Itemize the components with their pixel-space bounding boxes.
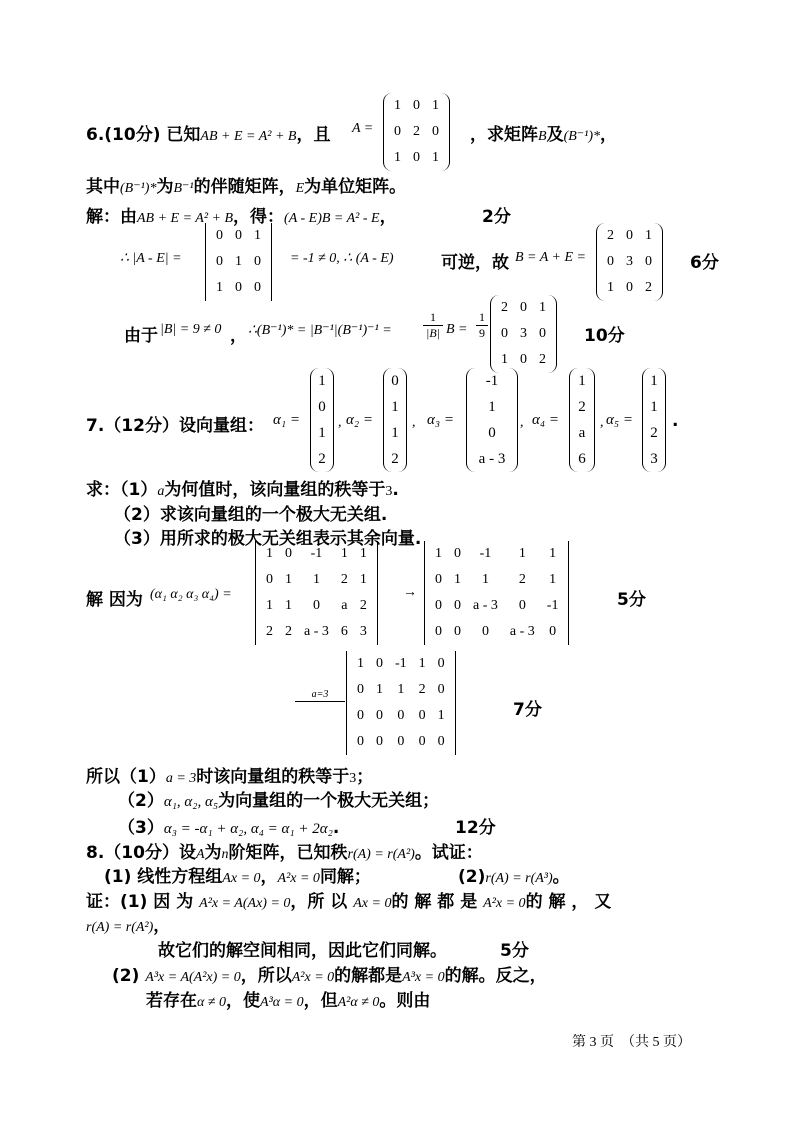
q8-p2-end: 。 [552, 867, 570, 887]
matrix-cell: 3 [626, 254, 633, 269]
so1-end: ； [356, 767, 374, 787]
q7-solution-label: 解 因为 [86, 590, 143, 610]
matrix-cell: 0 [437, 734, 445, 749]
q8-line1 [86, 838, 483, 863]
matrix-row [429, 619, 564, 645]
q8-var-a: A [195, 847, 205, 862]
matrix-cell: 1 [285, 572, 292, 587]
proof1-end: 的 解 ， 又 [525, 892, 612, 912]
so3-equation: α₃ = -α₁ + α₂, α₄ = α₁ + 2α₂ [163, 821, 333, 837]
q8-mid: 阶矩阵，已知秩 [228, 843, 348, 863]
matrix-cell: 1 [394, 98, 401, 113]
proof1-conclusion: 故它们的解空间相同，因此它们同解。 [158, 941, 447, 961]
matrix-cell: 1 [645, 228, 652, 243]
so2-vectors: α₁, α₂, α₅ [163, 794, 219, 810]
q6-comma: ， [600, 125, 618, 145]
matrix-cell: -1 [479, 546, 492, 561]
matrix-row [210, 275, 267, 301]
var-e: E [295, 181, 305, 196]
q6-where: 其中 [86, 177, 120, 197]
alpha2-label: α₂ = [346, 412, 373, 428]
matrix-cell: 0 [435, 598, 442, 613]
matrix-b-2 [490, 295, 557, 373]
q6-sol-eq1: AB + E = A² + B [137, 211, 234, 226]
vector-entry: 0 [488, 425, 496, 441]
q6-adjoint-text: 的伴随矩阵， [193, 177, 296, 197]
q7-ask-label: 求：（1） [86, 480, 158, 500]
proof1-mid2: 的 解 都 是 [391, 892, 478, 912]
matrix-cell: 0 [254, 254, 261, 269]
q6-get: ，得： [233, 207, 285, 227]
q8-rank-eq: r(A) = r(A²) [347, 847, 415, 862]
q7-ask1-end: . [392, 480, 399, 500]
q6-equation: AB + E = A² + B [200, 129, 297, 144]
matrix-cell: 0 [254, 280, 261, 295]
matrix-cell: 6 [340, 624, 348, 639]
matrix-cell: 1 [359, 546, 367, 561]
therefore-eq: ∴(B⁻¹)* = |B⁻¹|(B⁻¹)⁻¹ = [248, 323, 392, 338]
q7-conclusion2 [118, 786, 439, 811]
arrow-2 [295, 690, 345, 702]
matrix-cell: 0 [216, 254, 223, 269]
matrix-cell: 0 [539, 326, 546, 341]
page-number: 第 3 页 [572, 1035, 614, 1050]
matrix-cell: 1 [437, 708, 445, 723]
matrix-cell: 1 [432, 150, 439, 165]
matrix-cell: 0 [376, 708, 383, 723]
matrix-cell: 2 [413, 124, 420, 139]
matrix-cell: -1 [546, 598, 559, 613]
score-6: 6分 [690, 253, 719, 273]
proof3-mid: ，使 [226, 991, 261, 1011]
vector-entry: -1 [485, 373, 499, 389]
vector-entry: 1 [650, 399, 658, 415]
matrix-cell: a - 3 [509, 624, 535, 639]
q6-invertible: 可逆，故 [441, 253, 509, 273]
q8-p1-text: 同解； [319, 867, 371, 887]
vector-entry: 2 [650, 425, 658, 441]
matrix-row [601, 223, 658, 249]
matrix-cell: 1 [539, 300, 546, 315]
proof1-line2-end: ， [153, 916, 171, 936]
matrix-cell: 0 [413, 98, 420, 113]
sep-3: , [520, 415, 524, 430]
so-label: 所以（1） [86, 767, 166, 787]
proof2-end: 的解。反之， [444, 966, 547, 986]
matrix-a [383, 93, 450, 171]
matrix-cell: 1 [285, 598, 292, 613]
matrix-cell: 0 [357, 734, 364, 749]
matrix-row [601, 249, 658, 275]
proof3-eq1: α ≠ 0 [197, 995, 227, 1010]
proof1-eq: A²x = A(Ax) = 0 [199, 896, 291, 911]
matrix-m2 [424, 541, 569, 645]
matrix-cell: 0 [376, 734, 383, 749]
matrix-cell: 1 [266, 598, 273, 613]
so3-label: （3） [118, 818, 164, 838]
matrix-cell: 3 [359, 624, 367, 639]
q7-conclusion3 [118, 813, 339, 838]
q7-ask1 [86, 475, 399, 500]
sep-4: , [600, 415, 604, 430]
q7-period: . [672, 411, 679, 431]
vector-entry: 2 [578, 399, 586, 415]
matrix-cell: 3 [520, 326, 527, 341]
matrix-cell: 0 [454, 624, 461, 639]
frac1-num: 1 [423, 310, 443, 326]
matrix-row [351, 677, 451, 703]
vector-entry: 1 [318, 425, 326, 441]
det-rhs: = -1 ≠ 0, ∴ (A - E) [290, 251, 394, 266]
matrix-cell: 0 [418, 734, 426, 749]
matrix-cell: 0 [437, 682, 445, 697]
matrix-cell: 1 [376, 682, 383, 697]
matrix-cell: a [341, 598, 348, 613]
matrix-row [351, 729, 451, 755]
so3-end: . [332, 818, 340, 838]
score-5: 5分 [617, 590, 646, 610]
matrix-cell: 1 [549, 572, 557, 587]
q8-proof2-line1 [112, 961, 547, 986]
so2-text: 为向量组的一个极大无关组； [218, 791, 440, 811]
proof2-mid2: 的解都是 [334, 966, 403, 986]
q8-suffix: 。试证： [414, 843, 483, 863]
frac2-den: 9 [479, 326, 485, 340]
matrix-row [388, 93, 445, 119]
q6-is: 为 [156, 177, 174, 197]
q8-proof3-line [146, 986, 430, 1011]
matrix-cell: 0 [435, 572, 442, 587]
matrix-cell: 2 [607, 228, 614, 243]
q8-p1-eq2: A²x = 0 [277, 871, 320, 886]
matrix-cell: 0 [520, 352, 527, 367]
vector-entry: a - 3 [478, 451, 506, 467]
q8-p1-eq1: Ax = 0 [222, 871, 261, 886]
proof2-label: (2) [112, 966, 140, 986]
vector-entry: 1 [488, 399, 496, 415]
matrix-row [388, 145, 445, 171]
q8-p1-comma: ， [260, 867, 278, 887]
matrix-row [260, 541, 373, 567]
frac2-num: 1 [476, 310, 488, 326]
vector-alpha2 [383, 368, 407, 472]
matrix-row [429, 593, 564, 619]
q6-line1-end [470, 120, 617, 145]
matrix-cell: 0 [418, 708, 426, 723]
q6-solution-label: 解：由 [86, 207, 137, 227]
matrix-cell: 1 [254, 228, 261, 243]
matrix-cell: 2 [501, 300, 508, 315]
matrix-cell: 1 [312, 572, 320, 587]
matrix-cell: 0 [376, 656, 383, 671]
proof3-label: 若存在 [146, 991, 197, 1011]
matrix-row [429, 567, 564, 593]
score-7: 7分 [513, 700, 542, 720]
matrix-cell: 0 [357, 682, 364, 697]
matrix-cell: 1 [216, 280, 223, 295]
q7-ask3: （3）用所求的极大无关组表示其余向量. [114, 529, 422, 549]
q6-and: ，且 [296, 125, 331, 145]
q6-since: 由于 [124, 326, 158, 346]
matrix-cell: 1 [607, 280, 614, 295]
page-footer [572, 1031, 691, 1051]
vector-entry: 1 [391, 399, 399, 415]
proof2-mid: ，所以 [240, 966, 292, 986]
vector-entry: 1 [650, 373, 658, 389]
vector-entry: 1 [318, 373, 326, 389]
matrix-cell: 0 [645, 254, 652, 269]
matrix-cell: 1 [481, 572, 489, 587]
matrix-cell: 0 [501, 326, 508, 341]
so1-text: 时该向量组的秩等于 [196, 767, 350, 787]
alpha-tuple: (α₁ α₂ α₃ α₄) = [150, 587, 232, 602]
matrix-cell: 2 [418, 682, 426, 697]
matrix-cell: 0 [266, 572, 273, 587]
fraction-1 [423, 310, 443, 341]
matrix-cell: 0 [435, 624, 442, 639]
vector-entry: a [578, 425, 586, 441]
matrix-cell: 0 [394, 124, 401, 139]
matrix-cell: 1 [340, 546, 348, 561]
proof2-eq: A³x = A(A²x) = 0 [145, 970, 241, 985]
var-a: a [157, 484, 165, 499]
so1-three: 3 [349, 771, 357, 786]
score-10: 10分 [584, 326, 625, 346]
matrix-cell: 0 [357, 708, 364, 723]
q6-sol-eq2: (A - E)B = A² - E [284, 211, 380, 226]
page-total: （共 5 页） [621, 1035, 691, 1050]
matrix-cell: 0 [216, 228, 223, 243]
proof1-label: 证：(1) 因 为 [86, 892, 194, 912]
matrix-cell: 2 [645, 280, 652, 295]
proof1-eq3: A²x = 0 [483, 896, 526, 911]
matrix-cell: 0 [235, 280, 242, 295]
matrix-cell: 1 [435, 546, 442, 561]
matrix-cell: 0 [607, 254, 614, 269]
matrix-row [351, 703, 451, 729]
proof3-eq3: A²α ≠ 0 [337, 995, 380, 1010]
matrix-row [210, 223, 267, 249]
q8-p2-eq: r(A) = r(A³) [485, 871, 553, 886]
var-b: B [538, 129, 547, 144]
matrix-row [210, 249, 267, 275]
proof3-mid2: ，但 [303, 991, 338, 1011]
matrix-cell: 1 [518, 546, 526, 561]
score-2: 2分 [482, 207, 511, 227]
matrix-row [260, 619, 373, 645]
matrix-cell: 0 [432, 124, 439, 139]
matrix-cell: 0 [235, 228, 242, 243]
matrix-cell: -1 [310, 546, 323, 561]
alpha4-label: α₄ = [532, 412, 559, 428]
b-eq: B = A + E = [515, 250, 586, 265]
matrix-cell: a - 3 [473, 598, 498, 613]
vector-entry: 0 [391, 373, 399, 389]
matrix-cell: 2 [266, 624, 273, 639]
matrix-cell: 2 [359, 598, 367, 613]
q6-line2 [86, 172, 406, 197]
vector-alpha5 [642, 368, 666, 472]
det-matrix [205, 223, 272, 301]
matrix-cell: 0 [520, 300, 527, 315]
matrix-row [429, 541, 564, 567]
a-eq-3: a = 3 [165, 771, 197, 786]
matrix-m1 [255, 541, 378, 645]
matrix-m3 [346, 651, 456, 755]
frac1-tail: B = [446, 322, 468, 337]
matrix-cell: 1 [454, 572, 461, 587]
matrix-cell: 1 [397, 682, 405, 697]
q8-proof1-line2 [86, 911, 170, 936]
vector-alpha3 [466, 368, 518, 472]
matrix-cell: 0 [312, 598, 320, 613]
q7-heading: 7.（12分）设向量组： [86, 416, 264, 436]
q8-part1 [104, 862, 371, 887]
score-12: 12分 [455, 818, 496, 838]
q8-p2-label: (2) [458, 867, 486, 887]
vector-entry: 6 [578, 451, 586, 467]
det-b: |B| = 9 ≠ 0 [160, 322, 222, 337]
q6-ask: ，求矩阵 [470, 125, 538, 145]
q8-is: 为 [204, 843, 222, 863]
matrix-cell: 0 [626, 228, 633, 243]
proof1-rank-eq: r(A) = r(A²) [86, 920, 154, 935]
matrix-cell: 0 [454, 598, 461, 613]
q6-sol-comma: ， [379, 207, 397, 227]
vector-entry: 2 [318, 451, 326, 467]
vector-entry: 1 [391, 425, 399, 441]
b-inv-star-2: (B⁻¹)* [120, 181, 157, 196]
det-lhs: ∴ |A - E| = [120, 251, 182, 266]
q6-ji: 及 [546, 125, 564, 145]
matrix-cell: 0 [626, 280, 633, 295]
proof3-end: 。则由 [379, 991, 431, 1011]
matrix-cell: 1 [235, 254, 242, 269]
matrix-row [601, 275, 658, 301]
matrix-cell: 1 [359, 572, 367, 587]
q6-heading: 6.(10分) 已知 [86, 125, 201, 145]
sep-2: , [412, 415, 416, 430]
matrix-cell: 1 [266, 546, 273, 561]
proof2-eq3: A³x = 0 [402, 970, 445, 985]
matrix-cell: 1 [418, 656, 426, 671]
matrix-cell: 0 [437, 656, 445, 671]
frac1-den: |B| [426, 326, 440, 340]
matrix-cell: 2 [539, 352, 546, 367]
b-inv-star: (B⁻¹)* [563, 129, 601, 144]
q8-part2 [458, 862, 570, 887]
vector-alpha4 [569, 368, 595, 472]
matrix-cell: 0 [397, 734, 405, 749]
matrix-a-label: A = [352, 121, 374, 136]
matrix-row [260, 593, 373, 619]
matrix-cell: 0 [549, 624, 557, 639]
q7-conclusion1 [86, 762, 373, 787]
matrix-row [495, 321, 552, 347]
matrix-cell: 0 [454, 546, 461, 561]
q8-p1-label: (1) 线性方程组 [104, 867, 223, 887]
proof2-eq2: A²x = 0 [291, 970, 335, 985]
q8-score-5: 5分 [500, 941, 529, 961]
rank-three: 3 [385, 484, 393, 499]
matrix-cell: 1 [501, 352, 508, 367]
q8-proof1-line1 [86, 887, 611, 912]
matrix-cell: a - 3 [304, 624, 329, 639]
matrix-cell: 0 [518, 598, 526, 613]
matrix-cell: 1 [357, 656, 364, 671]
arrow-1: → [403, 585, 417, 600]
q6-line1 [86, 120, 330, 145]
fraction-2 [476, 310, 488, 341]
matrix-cell: -1 [395, 656, 407, 671]
matrix-row [351, 651, 451, 677]
vector-entry: 3 [650, 451, 658, 467]
q8-heading: 8.（10分）设 [86, 843, 196, 863]
matrix-row [495, 295, 552, 321]
q7-ask1-text: 为何值时，该向量组的秩等于 [164, 480, 386, 500]
matrix-b [596, 223, 663, 301]
vector-entry: 1 [578, 373, 586, 389]
matrix-cell: 2 [285, 624, 292, 639]
vector-entry: 2 [391, 451, 399, 467]
matrix-cell: 1 [394, 150, 401, 165]
proof3-eq2: A³α = 0 [260, 995, 304, 1010]
proof1-eq2: Ax = 0 [353, 896, 392, 911]
matrix-cell: 2 [518, 572, 526, 587]
sep-1: , [338, 415, 342, 430]
matrix-cell: 2 [340, 572, 348, 587]
matrix-cell: 0 [413, 150, 420, 165]
matrix-cell: 0 [397, 708, 405, 723]
alpha3-label: α₃ = [427, 412, 454, 428]
matrix-cell: 0 [285, 546, 292, 561]
vector-entry: 0 [318, 399, 326, 415]
matrix-cell: 1 [432, 98, 439, 113]
vector-alpha1 [310, 368, 334, 472]
matrix-row [260, 567, 373, 593]
matrix-row [388, 119, 445, 145]
q8-var-n: n [221, 847, 229, 862]
arrow-2-label: a=3 [311, 689, 329, 700]
alpha5-label: α₅ = [606, 412, 633, 428]
b-inv: B⁻¹ [173, 181, 194, 196]
q6-comma3: ， [230, 326, 247, 346]
so2-label: （2） [118, 791, 164, 811]
q6-identity-text: 为单位矩阵。 [304, 177, 407, 197]
q7-ask2: （2）求该向量组的一个极大无关组. [114, 505, 388, 525]
matrix-cell: 1 [549, 546, 557, 561]
alpha1-label: α₁ = [273, 412, 300, 428]
matrix-cell: 0 [481, 624, 489, 639]
proof1-mid: ，所 以 [290, 892, 348, 912]
